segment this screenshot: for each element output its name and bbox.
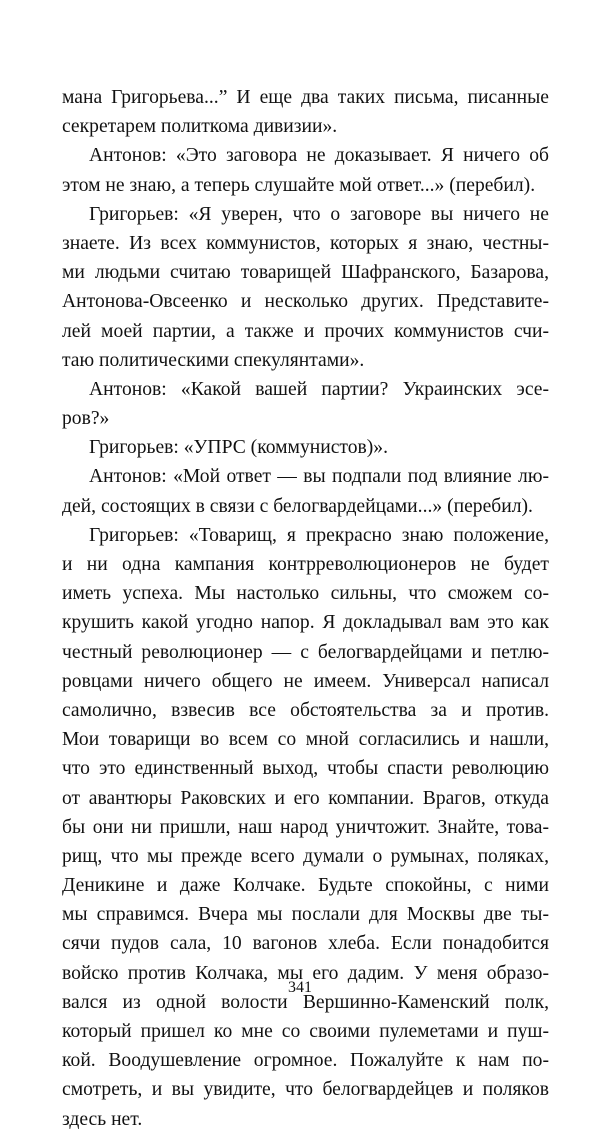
text-line: дей, состоящих в связи с белогвардейцами...» (перебил). [62,495,533,517]
text-line: рищ, что мы прежде всего думали о румынах, поляках, [62,845,549,867]
text-line: знаете. Из всех коммунистов, которых я знаю, честны- [62,232,549,254]
text-line: смотреть, и вы увидите, что белогвардейцев и поляков [62,1079,549,1101]
text-line: самолично, взвесив все обстоятельства за и против. [62,699,549,721]
text-line: лей моей партии, а также и прочих коммунистов счи- [62,320,549,342]
text-line: от авантюры Раковских и его компании. Врагов, откуда [62,787,549,809]
text-line: сячи пудов сала, 10 вагонов хлеба. Если понадобится [62,933,549,955]
text-line: иметь успеха. Мы настолько сильны, что сможем со- [62,583,549,605]
text-line: честный революционер — с белогвардейцами и петлю- [62,641,549,663]
text-line: Антонова-Овсеенко и несколько других. Представите- [62,291,549,313]
text-line: Мои товарищи во всем со мной согласились и нашли, [62,729,549,751]
text-line: ров?» [62,408,110,430]
text-line: кой. Воодушевление огромное. Пожалуйте к нам по- [62,1050,549,1072]
text-line: вался из одной волости Вершинно-Каменский полк, [62,991,549,1013]
page-number: 341 [288,979,312,996]
text-line: бы они ни пришли, наш народ уничтожит. Знайте, това- [62,816,549,838]
text-line: секретарем политкома дивизии». [62,116,338,138]
text-line: мы справимся. Вчера мы послали для Москвы две ты- [62,904,549,926]
page-body [62,83,549,1134]
text-line: Антонов: «Мой ответ — вы подпали под влияние лю- [89,466,549,488]
text-line: что это единственный выход, чтобы спасти революцию [62,758,549,780]
text-line: здесь нет. [62,1108,143,1130]
text-line: и ни одна кампания контрреволюционеров не будет [62,554,549,575]
text-line: Григорьев: «УПРС (коммунистов)». [89,437,388,459]
text-line: Деникине и даже Колчаке. Будьте спокойны, с ними [62,875,549,897]
text-line: Антонов: «Какой вашей партии? Украинских эсе- [89,378,549,400]
text-line: который пришел ко мне со своими пулеметами и пуш- [62,1021,549,1042]
text-line: Григорьев: «Товарищ, я прекрасно знаю положение, [89,524,549,546]
text-line: этом не знаю, а теперь слушайте мой ответ...» (перебил). [62,174,536,196]
text-line: мана Григорьева...” И еще два таких письма, писанные [62,87,549,108]
text-line: Григорьев: «Я уверен, что о заговоре вы ничего не [89,203,549,225]
text-line: крушить какой угодно напор. Я докладывал вам это как [62,612,549,634]
text-line: таю политическими спекулянтами». [62,349,365,371]
text-line: ровцами ничего общего не имеем. Универсал написал [62,670,549,692]
text-line: ми людьми считаю товарищей Шафранского, Базарова, [62,262,549,284]
text-line: войско против Колчака, мы его дадим. У меня образо- [62,962,549,984]
text-line: Антонов: «Это заговора не доказывает. Я ничего об [89,145,549,167]
